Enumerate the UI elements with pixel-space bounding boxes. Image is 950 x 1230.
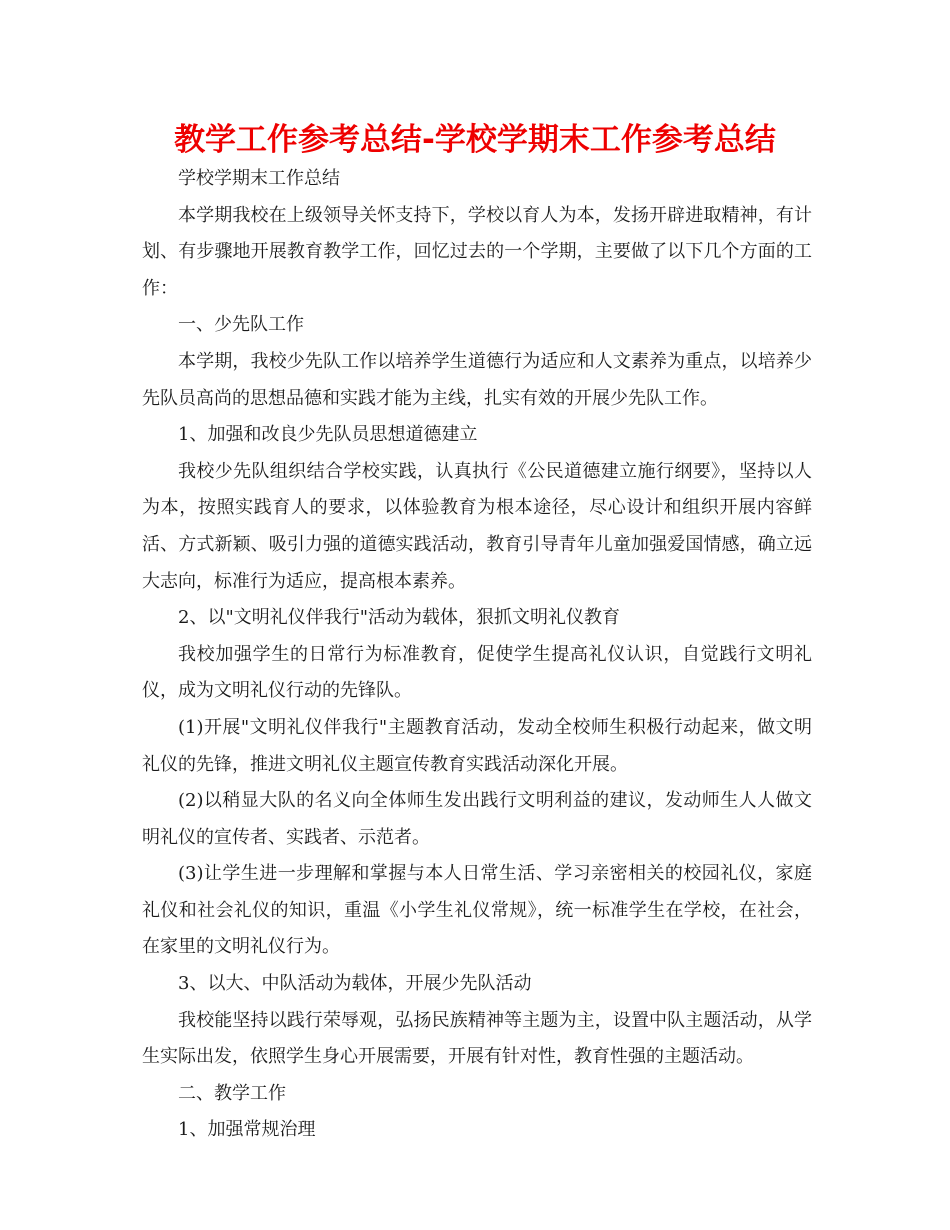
document-body xyxy=(142,161,812,1149)
body-paragraph: 我校少先队组织结合学校实践，认真执行《公民道德建立施行纲要》，坚持以人为本，按照实践育人的要求，以体验教育为根本途径，尽心设计和组织开展内容鲜活、方式新颖、吸引力强的道德实践活动，教育引导青年儿童加强爱国情感，确立远大志向，标准行为适应，提高根本素养。 xyxy=(142,460,812,592)
list-item-paragraph: (3)让学生进一步理解和掌握与本人日常生活、学习亲密相关的校园礼仪，家庭礼仪和社会礼仪的知识，重温《小学生礼仪常规》，统一标准学生在学校，在社会，在家里的文明礼仪行为。 xyxy=(142,863,812,958)
list-item-paragraph: (2)以稍显大队的名义向全体师生发出践行文明利益的建议，发动师生人人做文明礼仪的宣传者、实践者、示范者。 xyxy=(142,790,812,848)
subsection-heading-2-1: 1、加强常规治理 xyxy=(178,1119,316,1141)
section-heading-1: 一、少先队工作 xyxy=(178,314,304,336)
body-paragraph: 我校加强学生的日常行为标准教育，促使学生提高礼仪认识，自觉践行文明礼仪，成为文明礼仪行动的先锋队。 xyxy=(142,643,812,702)
document-title: 教学工作参考总结-学校学期末工作参考总结 xyxy=(174,122,776,158)
body-paragraph: 本学期，我校少先队工作以培养学生道德行为适应和人文素养为重点，以培养少先队员高尚的思想品德和实践才能为主线，扎实有效的开展少先队工作。 xyxy=(142,350,812,409)
intro-paragraph: 本学期我校在上级领导关怀支持下，学校以育人为本，发扬开辟进取精神，有计划、有步骤地开展教育教学工作，回忆过去的一个学期，主要做了以下几个方面的工作： xyxy=(142,204,812,299)
subsection-heading-1-3: 3、以大、中队活动为载体，开展少先队活动 xyxy=(178,973,532,995)
body-paragraph: 我校能坚持以践行荣辱观，弘扬民族精神等主题为主，设置中队主题活动，从学生实际出发，依照学生身心开展需要，开展有针对性，教育性强的主题活动。 xyxy=(142,1009,812,1068)
list-item-paragraph: (1)开展"文明礼仪伴我行"主题教育活动，发动全校师生积极行动起来，做文明礼仪的先锋，推进文明礼仪主题宣传教育实践活动深化开展。 xyxy=(142,716,812,775)
subsection-heading-1-2: 2、以"文明礼仪伴我行"活动为载体，狠抓文明礼仪教育 xyxy=(178,607,621,629)
subsection-heading-1-1: 1、加强和改良少先队员思想道德建立 xyxy=(178,424,478,446)
section-heading-2: 二、教学工作 xyxy=(178,1082,286,1104)
subtitle-paragraph: 学校学期末工作总结 xyxy=(178,168,340,189)
